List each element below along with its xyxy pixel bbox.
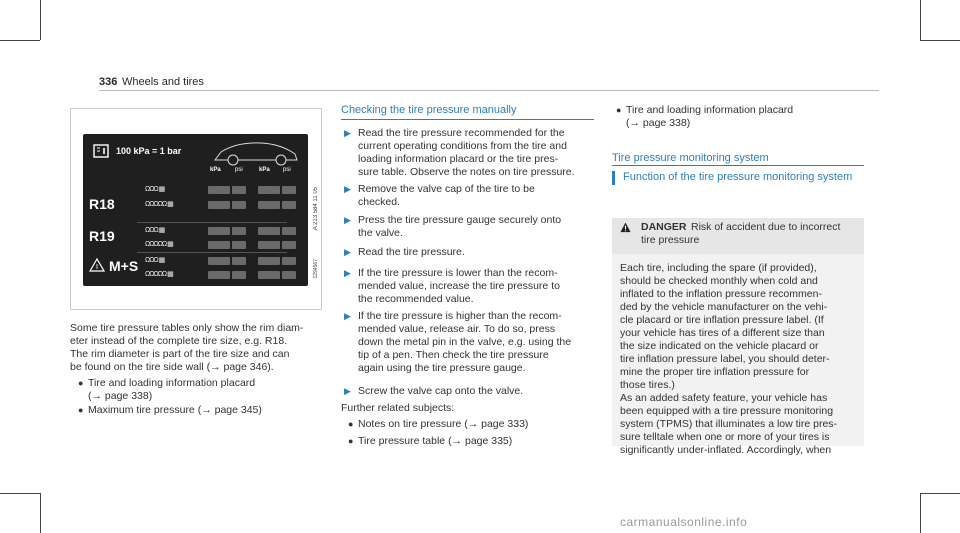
crop-mark — [0, 40, 40, 41]
info-book-icon — [93, 144, 109, 158]
part-number: A 213 584 11 05 — [313, 187, 319, 231]
pressure-cell — [208, 201, 230, 209]
crop-mark — [920, 493, 921, 533]
crop-mark — [920, 40, 960, 41]
pressure-cell — [282, 201, 296, 209]
pressure-cell — [232, 186, 246, 194]
pressure-cell — [282, 257, 296, 265]
step-arrow-icon: ▶ — [344, 215, 351, 225]
danger-text-line1: Risk of accident due to incorrect — [691, 221, 841, 233]
step-arrow-icon: ▶ — [344, 268, 351, 278]
load-icon: ΩΩΩ ▦ — [145, 186, 165, 193]
further-subjects-label: Further related subjects: — [341, 402, 455, 414]
tire-pressure-placard — [83, 134, 308, 286]
list-item[interactable]: ● Tire and loading information placard (→ page 338) — [616, 104, 794, 129]
pressure-cell — [282, 241, 296, 249]
pressure-cell — [258, 241, 280, 249]
pressure-cell — [232, 271, 246, 279]
step-item: If the tire pressure is higher than the recom- mended value, release air. To do so, press down the metal pin in the valve, e.g. using the tip of a pen. Then check the tire pressure again using the tire pressure gauge. — [358, 310, 572, 374]
warning-triangle-icon — [620, 222, 631, 233]
crop-mark — [920, 0, 921, 40]
danger-label: DANGER — [641, 221, 687, 233]
section-title-underline — [612, 165, 864, 166]
pressure-cell — [232, 241, 246, 249]
pressure-cell — [282, 227, 296, 235]
crop-mark — [0, 493, 40, 494]
danger-text-line2: tire pressure — [641, 234, 700, 246]
pressure-cell — [208, 241, 230, 249]
row-divider — [137, 222, 287, 223]
row-label-mud-snow: M+S — [109, 258, 139, 274]
car-silhouette-icon — [211, 138, 301, 166]
crop-mark — [40, 493, 41, 533]
page-section-title: Wheels and tires — [122, 76, 204, 88]
crop-mark — [40, 0, 41, 40]
step-arrow-icon: ▶ — [344, 386, 351, 396]
section-title-tpms: Tire pressure monitoring system — [612, 152, 769, 164]
step-arrow-icon: ▶ — [344, 247, 351, 257]
list-item[interactable]: ● Maximum tire pressure (→ page 345) — [78, 404, 262, 416]
step-item: Screw the valve cap onto the valve. — [358, 385, 524, 397]
step-arrow-icon: ▶ — [344, 311, 351, 321]
pressure-cell — [258, 227, 280, 235]
watermark: carmanualsonline.info — [620, 515, 748, 529]
step-item: If the tire pressure is lower than the recom- mended value, increase the tire pressure to the recommended value. — [358, 267, 560, 305]
pressure-cell — [258, 201, 280, 209]
subsection-marker — [612, 171, 615, 185]
list-item[interactable]: ● Tire pressure table (→ page 335) — [348, 435, 513, 447]
load-icon: ΩΩΩΩΩ ▦ — [145, 201, 173, 208]
section-title-checking: Checking the tire pressure manually — [341, 104, 517, 116]
pressure-cell — [208, 227, 230, 235]
pressure-cell — [282, 186, 296, 194]
unit-psi-right: psi — [283, 167, 291, 173]
step-item: Read the tire pressure. — [358, 246, 465, 258]
load-icon: ΩΩΩΩΩ ▦ — [145, 271, 173, 278]
pressure-cell — [232, 201, 246, 209]
step-arrow-icon: ▶ — [344, 128, 351, 138]
snowflake-mountain-icon — [89, 258, 105, 272]
step-item: Press the tire pressure gauge securely onto the valve. — [358, 214, 562, 239]
unit-kpa-right: kPa — [259, 167, 270, 173]
pressure-cell — [208, 186, 230, 194]
row-divider — [137, 252, 287, 253]
load-icon: ΩΩΩ ▦ — [145, 227, 165, 234]
subsection-title-function: Function of the tire pressure monitoring system — [623, 171, 853, 183]
load-icon: ΩΩΩ ▦ — [145, 257, 165, 264]
pressure-cell — [208, 271, 230, 279]
page-number: 336 — [99, 76, 118, 88]
row-label-r18: R18 — [89, 196, 115, 212]
crop-mark — [920, 493, 960, 494]
row-label-r19: R19 — [89, 228, 115, 244]
unit-psi-left: psi — [235, 167, 243, 173]
conversion-label: 100 kPa = 1 bar — [116, 146, 182, 156]
pressure-cell — [232, 227, 246, 235]
header-divider — [99, 90, 879, 91]
unit-kpa-left: kPa — [210, 167, 221, 173]
pressure-cell — [208, 257, 230, 265]
list-item[interactable]: ● Tire and loading information placard (→ page 338) — [78, 377, 256, 402]
pressure-cell — [258, 186, 280, 194]
step-arrow-icon: ▶ — [344, 184, 351, 194]
step-item: Remove the valve cap of the tire to be checked. — [358, 183, 535, 208]
list-item[interactable]: ● Notes on tire pressure (→ page 333) — [348, 418, 529, 430]
tire-placard-figure — [70, 108, 322, 310]
pressure-cell — [258, 271, 280, 279]
pressure-cell — [282, 271, 296, 279]
pressure-cell — [258, 257, 280, 265]
placard-code: 1294567 — [313, 259, 319, 279]
left-paragraph: Some tire pressure tables only show the rim diam- eter instead of the complete tire size, e.g. R18. The rim diameter is part of the tire size and can be found on the tire side wall (→ page 346). — [70, 322, 304, 373]
pressure-cell — [232, 257, 246, 265]
step-item: Read the tire pressure recommended for the current operating conditions from the tire and loading information placard or the tire pres- sure table. Observe the notes on tire pressure. — [358, 127, 575, 178]
section-title-underline — [341, 119, 594, 120]
danger-body-text: Each tire, including the spare (if provided), should be checked monthly when cold and inflated to the inflation pressure recommen- ded by the vehicle manufacturer on the vehi- cle placard or tire inflation pressure label. (If your vehicle has tires of a different size than the size indicated on the vehicle placard or tire inflation pressure label, you should deter- mine the proper tire inflation pressure for those tires.) As an added safety feature, your vehicle has been equipped with a tire pressure monitoring system (TPMS) that illuminates a low tire pres- sure telltale when one or more of your tires is significantly under-inflated. Accordingly, when — [620, 262, 838, 456]
load-icon: ΩΩΩΩΩ ▦ — [145, 241, 173, 248]
